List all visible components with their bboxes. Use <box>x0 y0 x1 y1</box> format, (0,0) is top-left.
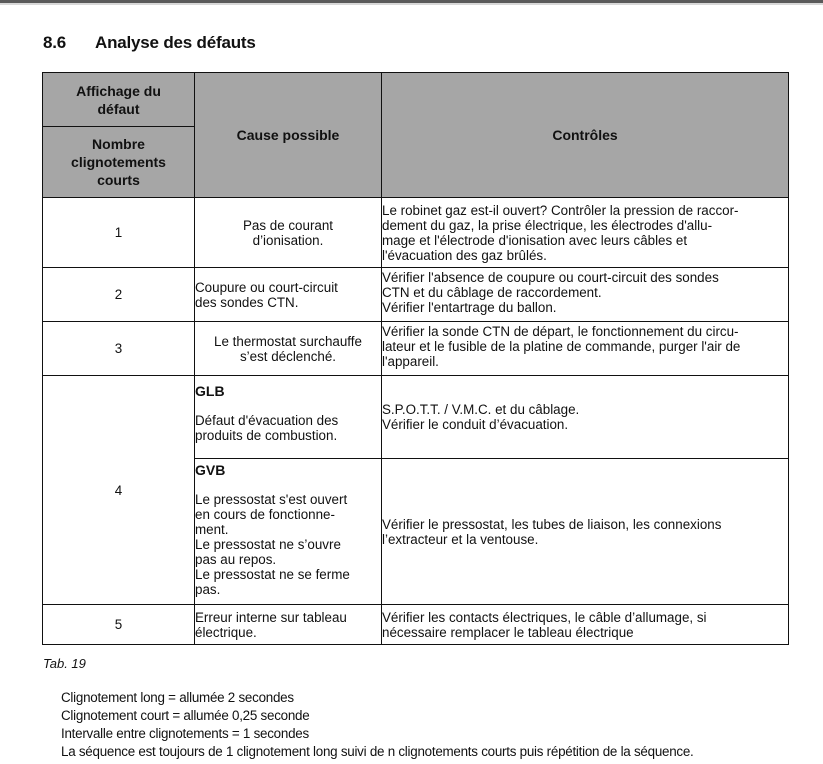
table-row <box>43 322 789 376</box>
header-display-label: Affichage du défaut <box>76 82 161 117</box>
count-cell: 2 <box>43 268 195 322</box>
checks-line: l'appareil. <box>382 354 439 369</box>
checks-line: Vérifier le conduit d’évacuation. <box>382 417 569 432</box>
window-top-shadow <box>0 3 823 5</box>
checks-line: mage et l'électrode d'ionisation avec leurs câbles et <box>382 232 688 248</box>
cause-line: Le pressostat ne se ferme <box>195 567 350 582</box>
cause-cell-gvb <box>195 459 382 605</box>
cause-cell <box>195 198 382 268</box>
count-cell: 3 <box>43 322 195 376</box>
checks-cell <box>382 268 789 322</box>
cause-cell <box>195 322 382 376</box>
checks-cell <box>382 198 789 268</box>
checks-cell <box>382 605 789 645</box>
checks-line: CTN et du câblage de raccordement. <box>382 285 602 300</box>
cause-line: produits de combustion. <box>195 428 338 443</box>
note-line: La séquence est toujours de 1 clignotement long suivi de n clignotements courts puis répétition de la séquence. <box>61 744 694 759</box>
header-count-line: clignotements <box>71 154 166 170</box>
header-display <box>43 73 195 127</box>
checks-line: l'évacuation des gaz brûlés. <box>382 247 547 263</box>
checks-cell <box>382 322 789 376</box>
checks-line: lateur et le fusible de la platine de commande, purger l'air de <box>382 339 741 354</box>
header-count <box>43 127 195 198</box>
cause-line: pas au repos. <box>195 552 277 567</box>
table-row <box>43 198 789 268</box>
header-count-line: Nombre <box>92 136 145 152</box>
cause-cell-glb <box>195 376 382 459</box>
header-cause: Cause possible <box>195 73 382 198</box>
blink-notes <box>61 689 694 761</box>
model-label-gvb: GVB <box>195 462 226 478</box>
checks-line: dement du gaz, la prise électrique, les électrodes d'allu- <box>382 217 713 233</box>
checks-line: Vérifier l'entartrage du ballon. <box>382 300 557 315</box>
cause-line: s’est déclenché. <box>239 348 337 364</box>
table-row <box>43 268 789 322</box>
cause-cell <box>195 268 382 322</box>
cause-line: Défaut d'évacuation des <box>195 413 339 428</box>
checks-line: S.P.O.T.T. / V.M.C. et du câblage. <box>382 402 580 417</box>
cause-line: Le thermostat surchauffe <box>214 333 362 349</box>
checks-line: Vérifier l'absence de coupure ou court-circuit des sondes <box>382 270 719 285</box>
cause-line: électrique. <box>195 624 257 640</box>
checks-cell-glb <box>382 376 789 459</box>
checks-line: Le robinet gaz est-il ouvert? Contrôler la pression de raccor- <box>382 202 739 218</box>
checks-line: nécessaire remplacer le tableau électrique <box>382 624 634 640</box>
section-number: 8.6 <box>43 33 67 52</box>
cause-line: Le pressostat s'est ouvert <box>195 492 348 507</box>
note-line: Intervalle entre clignotements = 1 secondes <box>61 726 309 741</box>
count-cell: 4 <box>43 376 195 605</box>
section-heading <box>43 33 256 53</box>
fault-analysis-table <box>42 72 789 645</box>
checks-line: l’extracteur et la ventouse. <box>382 531 539 547</box>
cause-line: des sondes CTN. <box>195 294 299 310</box>
count-cell: 5 <box>43 605 195 645</box>
cause-line: Coupure ou court-circuit <box>195 279 338 295</box>
cause-cell <box>195 605 382 645</box>
table-caption: Tab. 19 <box>43 656 86 671</box>
cause-line: Le pressostat ne s’ouvre <box>195 537 341 552</box>
checks-line: Vérifier les contacts électriques, le câble d’allumage, si <box>382 609 707 625</box>
count-cell: 1 <box>43 198 195 268</box>
header-checks: Contrôles <box>382 73 789 198</box>
checks-line: Vérifier le pressostat, les tubes de liaison, les connexions <box>382 516 722 532</box>
checks-cell-gvb <box>382 459 789 605</box>
section-title: Analyse des défauts <box>95 33 256 52</box>
table-row <box>43 605 789 645</box>
cause-line: d’ionisation. <box>252 232 324 248</box>
header-count-line: courts <box>97 172 140 188</box>
cause-line: pas. <box>195 582 221 597</box>
cause-line: ment. <box>195 522 229 537</box>
checks-line: Vérifier la sonde CTN de départ, le fonctionnement du circu- <box>382 324 739 339</box>
note-line: Clignotement court = allumée 0,25 seconde <box>61 708 310 723</box>
model-label-glb: GLB <box>195 383 225 399</box>
note-line: Clignotement long = allumée 2 secondes <box>61 690 294 705</box>
cause-line: Pas de courant <box>242 217 334 233</box>
cause-line: en cours de fonctionne- <box>195 507 335 522</box>
table-row <box>43 376 789 459</box>
cause-line: Erreur interne sur tableau <box>195 609 347 625</box>
